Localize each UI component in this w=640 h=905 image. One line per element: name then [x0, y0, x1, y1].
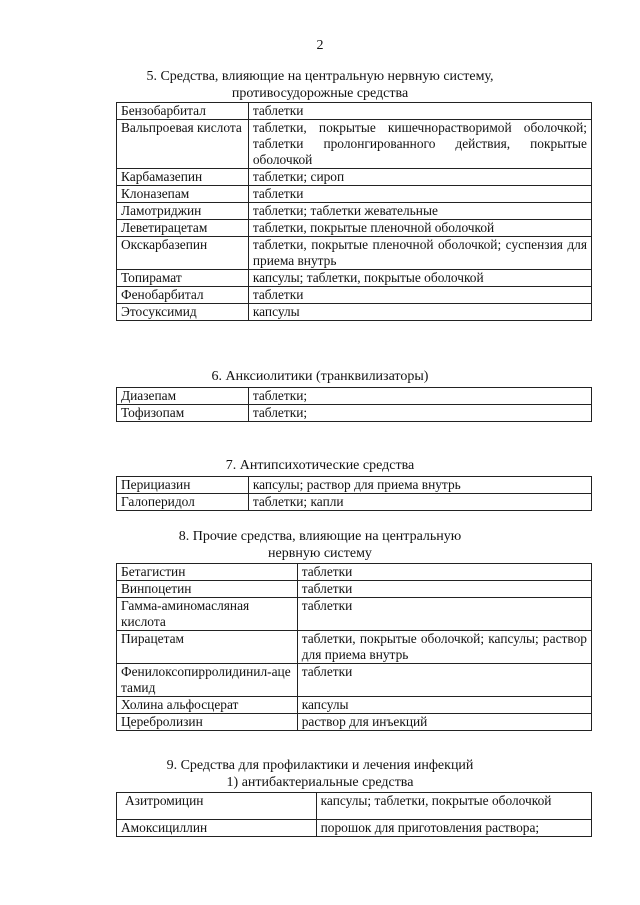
drug-name: Фенобарбитал	[117, 287, 249, 304]
drug-form: таблетки, покрытые кишечнорастворимой оболочкой; таблетки пролонгированного действия, покрытые оболочкой	[248, 120, 591, 169]
drug-name: Диазепам	[117, 388, 249, 405]
table-row	[117, 581, 592, 598]
table-row	[117, 120, 592, 169]
drug-form: таблетки	[248, 287, 591, 304]
table-row	[117, 287, 592, 304]
table-row	[117, 714, 592, 731]
section-6-heading-line-1: 6. Анксиолитики (транквилизаторы)	[211, 369, 429, 384]
section-6-table	[116, 387, 592, 422]
drug-form: таблетки; сироп	[248, 169, 591, 186]
section-5-heading	[100, 68, 540, 102]
table-row	[117, 388, 592, 405]
table-row	[117, 598, 592, 631]
drug-name: Амоксициллин	[117, 820, 317, 837]
section-7-heading	[116, 457, 524, 474]
drug-name: Пирацетам	[117, 631, 298, 664]
table-row	[117, 220, 592, 237]
drug-form: порошок для приготовления раствора;	[316, 820, 591, 837]
drug-name: Топирамат	[117, 270, 249, 287]
page-number: 2	[316, 38, 324, 53]
drug-form: капсулы; раствор для приема внутрь	[248, 477, 591, 494]
table-row	[117, 793, 592, 820]
drug-name: Бензобарбитал	[117, 103, 249, 120]
drug-form: капсулы	[248, 304, 591, 321]
drug-name: Этосуксимид	[117, 304, 249, 321]
table-row	[117, 270, 592, 287]
drug-form: таблетки;	[248, 388, 591, 405]
section-6-heading	[116, 368, 524, 385]
drug-form: капсулы; таблетки, покрытые оболочкой	[316, 793, 591, 820]
drug-name: Перициазин	[117, 477, 249, 494]
drug-name: Винпоцетин	[117, 581, 298, 598]
drug-form: таблетки, покрытые оболочкой; капсулы; раствор для приема внутрь	[297, 631, 591, 664]
drug-form: таблетки; таблетки жевательные	[248, 203, 591, 220]
table-row	[117, 103, 592, 120]
drug-name: Клоназепам	[117, 186, 249, 203]
table-row	[117, 697, 592, 714]
table-row	[117, 304, 592, 321]
section-9-heading	[120, 757, 520, 791]
drug-name: Вальпроевая кислота	[117, 120, 249, 169]
section-5-heading-line-1: 5. Средства, влияющие на центральную нервную систему,	[146, 69, 494, 84]
drug-name: Бетагистин	[117, 564, 298, 581]
section-8-table	[116, 563, 592, 731]
drug-form: таблетки	[297, 598, 591, 631]
drug-form: таблетки;	[248, 405, 591, 422]
table-row	[117, 477, 592, 494]
section-8-heading	[120, 528, 520, 562]
drug-form: таблетки	[248, 186, 591, 203]
drug-form: таблетки	[297, 664, 591, 697]
drug-form: таблетки, покрытые пленочной оболочкой; суспензия для приема внутрь	[248, 237, 591, 270]
table-row	[117, 169, 592, 186]
table-row	[117, 237, 592, 270]
table-row	[117, 664, 592, 697]
section-5-heading-line-2: противосудорожные средства	[231, 86, 409, 101]
drug-form: капсулы	[297, 697, 591, 714]
drug-name: Ламотриджин	[117, 203, 249, 220]
drug-form: таблетки	[297, 564, 591, 581]
table-row	[117, 820, 592, 837]
table-row	[117, 405, 592, 422]
drug-name: Галоперидол	[117, 494, 249, 511]
section-5-table	[116, 102, 592, 321]
drug-name: Азитромицин	[117, 793, 317, 820]
section-9-table	[116, 792, 592, 837]
table-row	[117, 203, 592, 220]
section-7-table	[116, 476, 592, 511]
section-8-heading-line-1: 8. Прочие средства, влияющие на центральную	[178, 529, 462, 544]
drug-name: Тофизопам	[117, 405, 249, 422]
table-row	[117, 564, 592, 581]
drug-form: таблетки; капли	[248, 494, 591, 511]
table-row	[117, 631, 592, 664]
drug-name: Леветирацетам	[117, 220, 249, 237]
drug-form: таблетки	[297, 581, 591, 598]
table-row	[117, 186, 592, 203]
section-8-heading-line-2: нервную систему	[268, 546, 372, 561]
drug-form: таблетки, покрытые пленочной оболочкой	[248, 220, 591, 237]
drug-name: Окскарбазепин	[117, 237, 249, 270]
drug-form: таблетки	[248, 103, 591, 120]
drug-name: Фенилоксопирролидинил-ацетамид	[117, 664, 298, 697]
drug-form: капсулы; таблетки, покрытые оболочкой	[248, 270, 591, 287]
drug-form: раствор для инъекций	[297, 714, 591, 731]
section-7-heading-line-1: 7. Антипсихотические средства	[225, 458, 415, 473]
drug-name: Карбамазепин	[117, 169, 249, 186]
section-9-heading-line-2: 1) антибактериальные средства	[226, 775, 414, 790]
drug-name: Гамма-аминомасляная кислота	[117, 598, 298, 631]
drug-name: Церебролизин	[117, 714, 298, 731]
section-9-heading-line-1: 9. Средства для профилактики и лечения инфекций	[166, 758, 474, 773]
table-row	[117, 494, 592, 511]
drug-name: Холина альфосцерат	[117, 697, 298, 714]
